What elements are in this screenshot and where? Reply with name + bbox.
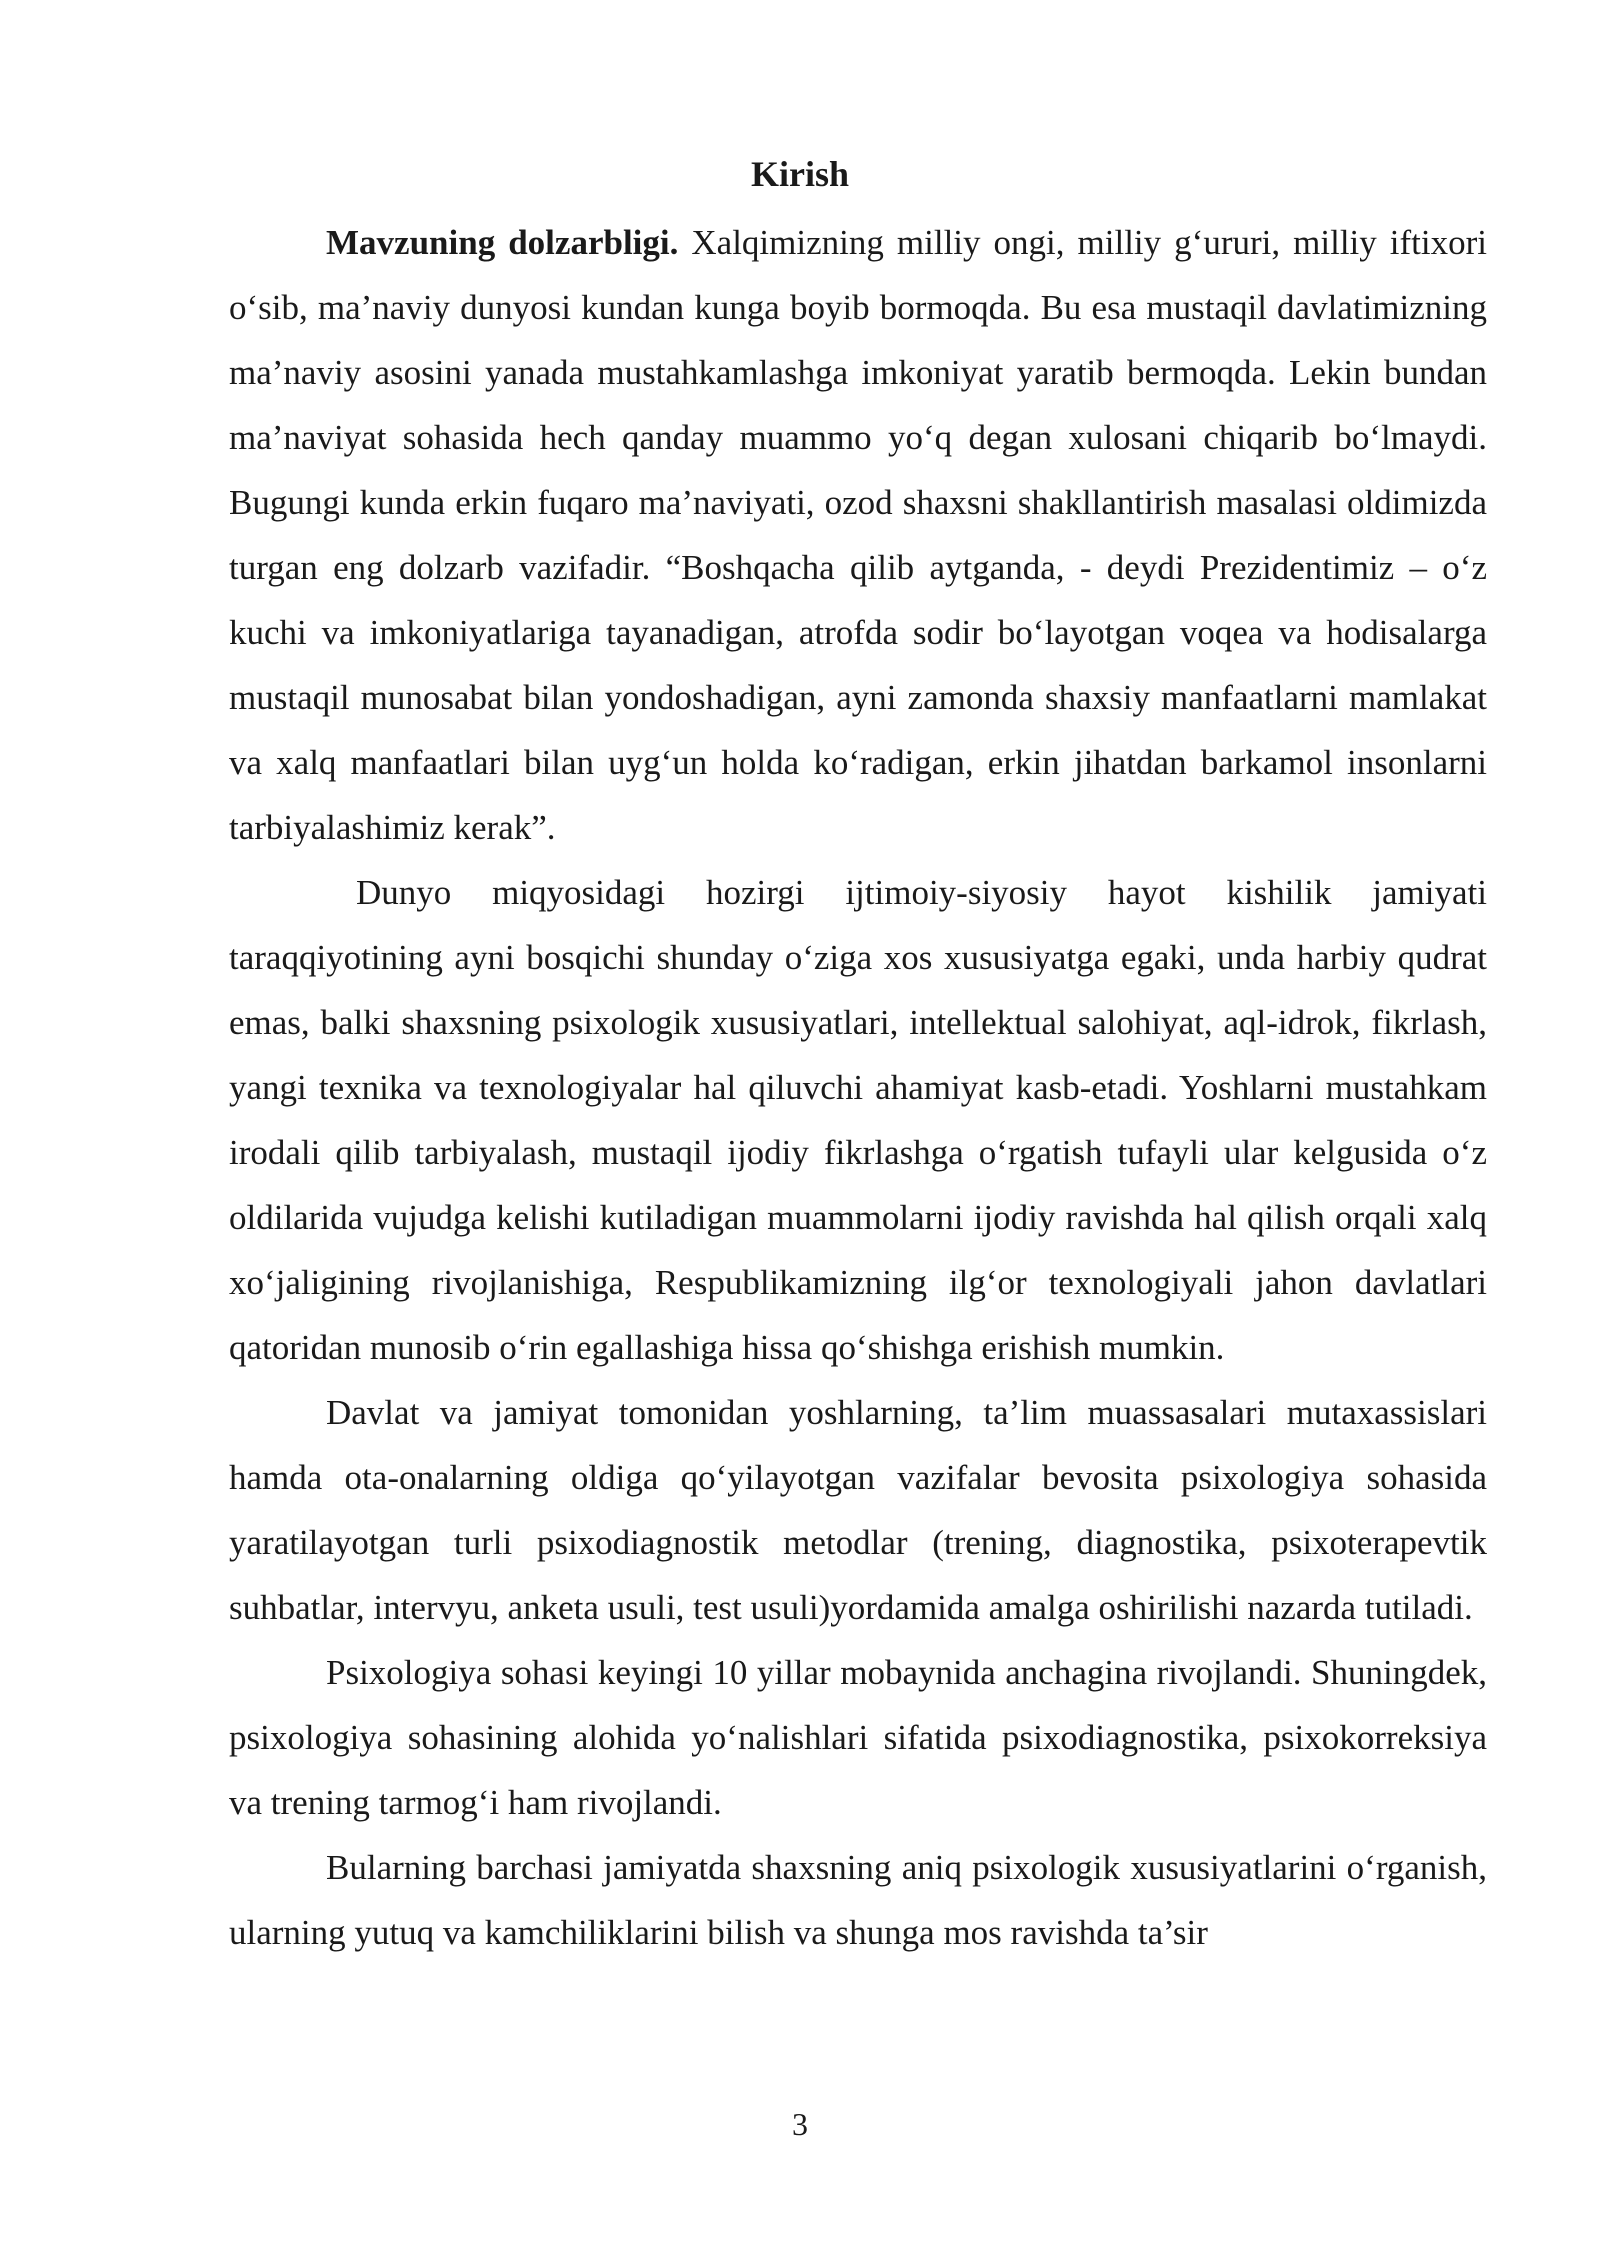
paragraph-text: Xalqimizning milliy ongi, milliy g‘ururi, milliy iftixori o‘sib, ma’naviy dunyosi kundan kunga boyib bormoqda. Bu esa mustaqil davlatimizning ma’naviy asosini yanada mustahkamlashga imkoniyat yaratib bermoqda. Lekin bundan ma’naviyat sohasida hech qanday muammo yo‘q degan xulosani chiqarib bo‘lmaydi. Bugungi kunda erkin fuqaro ma’naviyati, ozod shaxsni shakllantirish masalasi oldimizda turgan eng dolzarb vazifadir. “Boshqacha qilib aytganda, - deydi Prezidentimiz – o‘z kuchi va imkoniyatlariga tayanadigan, atrofda sodir bo‘layotgan voqea va hodisalarga mustaqil munosabat bilan yondoshadigan, ayni zamonda shaxsiy manfaatlarni mamlakat va xalq manfaatlari bilan uyg‘un holda ko‘radigan, erkin jihatdan barkamol insonlarni tarbiyalashimiz kerak”.	[229, 223, 1488, 847]
page-number: 3	[792, 2106, 808, 2142]
body-text	[229, 210, 1487, 1965]
paragraph-world-context: Dunyo miqyosidagi hozirgi ijtimoiy-siyosiy hayot kishilik jamiyati taraqqiyotining ayni bosqichi shunday o‘ziga xos xususiyatga egaki, unda harbiy qudrat emas, balki shaxsning psixologik xususiyatlari, intellektual salohiyat, aql-idrok, fikrlash, yangi texnika va texnologiyalar hal qiluvchi ahamiyat kasb-etadi. Yoshlarni mustahkam irodali qilib tarbiyalash, mustaqil ijodiy fikrlashga o‘rgatish tufayli ular kelgusida o‘z oldilarida vujudga kelishi kutiladigan muammolarni ijodiy ravishda hal qilish orqali xalq xo‘jaligining rivojlanishiga, Respublikamizning ilg‘or texnologiyali jahon davlatlari qatoridan munosib o‘rin egallashiga hissa qo‘shishga erishish mumkin.	[229, 873, 1487, 1367]
paragraph-state-tasks: Davlat va jamiyat tomonidan yoshlarning, ta’lim muassasalari mutaxassislari hamda ota-onalarning oldiga qo‘yilayotgan vazifalar bevosita psixologiya sohasida yaratilayotgan turli psixodiagnostik metodlar (trening, diagnostika, psixoterapevtik suhbatlar, intervyu, anketa usuli, test usuli)yordamida amalga oshirilishi nazarda tutiladi.	[229, 1393, 1487, 1627]
paragraph-psychology-development: Psixologiya sohasi keyingi 10 yillar mobaynida anchagina rivojlandi. Shuningdek, psixologiya sohasining alohida yo‘nalishlari sifatida psixodiagnostika, psixokorreksiya va trening tarmog‘i ham rivojlandi.	[229, 1653, 1487, 1822]
section-title: Kirish	[750, 154, 849, 194]
paragraph-lead-heading: Mavzuning dolzarbligi.	[326, 223, 679, 262]
paragraph-summary: Bularning barchasi jamiyatda shaxsning aniq psixologik xususiyatlarini o‘rganish, ularning yutuq va kamchiliklarini bilish va shunga mos ravishda ta’sir	[229, 1848, 1487, 1952]
paragraph-relevance	[229, 210, 1487, 860]
